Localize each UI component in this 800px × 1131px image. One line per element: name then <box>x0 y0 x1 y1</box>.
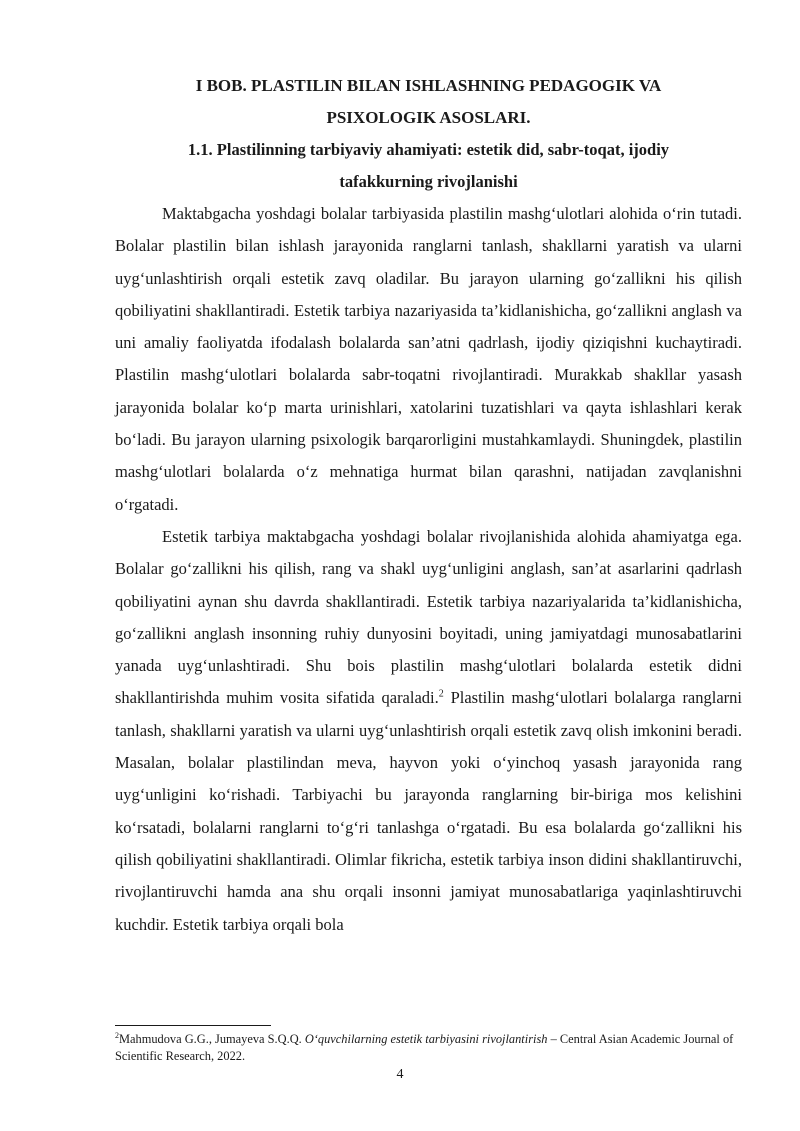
footnote-source: – Central Asian Academic Journal of Scientific Research, 2022. <box>115 1032 734 1063</box>
page-number: 4 <box>396 1067 404 1082</box>
footnote-authors: Mahmudova G.G., Jumayeva S.Q.Q. <box>119 1032 305 1046</box>
chapter-title: I BOB. PLASTILIN BILAN ISHLASHNING PEDAGOGIK VA PSIXOLOGIK ASOSLARI. <box>195 76 662 127</box>
section-title: 1.1. Plastilinning tarbiyaviy ahamiyati: estetik did, sabr-toqat, ijodiy tafakkurning rivojlanishi <box>187 140 670 191</box>
footnote-mark: 2 <box>115 1030 119 1040</box>
paragraph-text: Estetik tarbiya maktabgacha yoshdagi bolalar rivojlanishida alohida ahamiyatga ega. Bolalar go‘zallikni his qilish, rang va shakl uyg‘unligini anglash, san’at asarlarini qadrlash qobiliyatini aynan shu davrda shakllantiradi. Estetik tarbiya nazariyalarida ta’kidlanishicha, go‘zallikni anglash insonning ruhiy dunyosini boyitadi, uning jamiyatdagi munosabatlarini yanada uyg‘unlashtiradi. Shu bois plastilin mashg‘ulotlari bolalarda estetik didni shakllantirishda muhim vosita sifatida qaraladi. <box>115 526 742 708</box>
footnote <box>115 1031 742 1064</box>
body-paragraph: Maktabgacha yoshdagi bolalar tarbiyasida plastilin mashg‘ulotlari alohida o‘rin tutadi. Bolalar plastilin bilan ishlash jarayonida ranglarni tanlash, shakllarni yaratish va ularni uyg‘unlashtirish orqali estetik zavq oladilar. Bu jarayon ularning go‘zallikni his qilish qobiliyatini shakllantiradi. Estetik tarbiya nazariyasida ta’kidlanishicha, go‘zallikni anglash va uni amaliy faoliyatda ifodalash bolalarda san’atni qadrlash, ijodiy qiziqishni kuchaytiradi. Plastilin mashg‘ulotlari bolalarda sabr-toqatni rivojlantiradi. Murakkab shakllar yasash jarayonida bolalar ko‘p marta urinishlari, xatolarini tuzatishlari va qayta ishlashlari kerak bo‘ladi. Bu jarayon ularning psixologik barqarorligini mustahkamlaydi. Shuningdek, plastilin mashg‘ulotlari bolalarda o‘z mehnatiga hurmat bilan qarashni, natijadan zavqlanishni o‘rgatadi. <box>115 204 742 514</box>
footnote-separator <box>115 1025 271 1026</box>
body-paragraph-2 <box>115 521 742 941</box>
document-page <box>115 70 742 941</box>
paragraph-text-continued: Plastilin mashg‘ulotlari bolalarga ranglarni tanlash, shakllarni yaratish va ularni uyg‘unlashtirish orqali estetik zavq olish imkonini beradi. Masalan, bolalar plastilindan meva, hayvon yoki o‘yinchoq yasash jarayonida rang uyg‘unligini ko‘rishadi. Tarbiyachi bu jarayonda ranglarning bir-biriga mos kelishini ko‘rsatadi, bolalarni ranglarni to‘g‘ri tanlashga o‘rgatadi. Bu esa bolalarda go‘zallikni his qilish qobiliyatini shakllantiradi. Olimlar fikricha, estetik tarbiya inson didini shakllantiruvchi, rivojlantiruvchi hamda ana shu orqali insonni jamiyat munosabatlariga yaqinlashtiruvchi kuchdir. Estetik tarbiya orqali bola <box>115 688 742 934</box>
footnote-work-title: O‘quvchilarning estetik tarbiyasini rivojlantirish <box>304 1032 548 1046</box>
footnote-reference[interactable]: 2 <box>438 688 444 700</box>
